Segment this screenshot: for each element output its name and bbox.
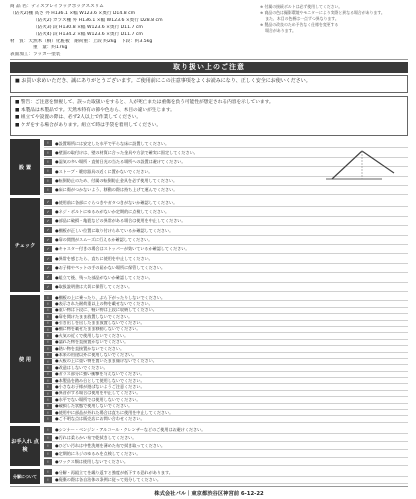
list-item: ! ●ガラス部分に強い衝撃を与えないでください。 — [44, 372, 408, 378]
caution-icon: ! — [44, 435, 52, 441]
list-item: ! ●壁面の取付けは、壁の材質に合った金具や方法で確実に固定してください。 — [44, 148, 408, 157]
list-item: ! ●火気の近くで使用しないでください。 — [44, 333, 408, 339]
check-icon: ✓ — [44, 218, 52, 224]
section-label-use: 使 用 — [10, 295, 40, 423]
section-title: 取り扱い上のご注意 — [10, 62, 408, 73]
caution-icon: ! — [44, 150, 52, 156]
note-line: ※ 製品の改良のため予告なく仕様を変更する — [260, 21, 339, 27]
check-icon: ✓ — [44, 274, 52, 280]
list-item: ! ●ひどい汚れは中性洗剤を薄めた布で拭き取ってください。 — [44, 442, 408, 450]
caution-icon: ! — [44, 178, 52, 184]
list-item: ! ●ご不明な点は販売店にお問い合わせください。 — [44, 416, 408, 422]
note-line: 場合があります。 — [260, 27, 296, 33]
note-line: ※ 付属の接続ボルトは必ず使用してください。 — [260, 4, 343, 9]
check-icon: ✓ — [44, 209, 52, 215]
intro-text: ■ お買い求めいただき、誠にありがとうございます。ご使用前にこの注意事項をよくお読みになり、正しく安全にお使いください。 — [15, 78, 311, 84]
list-item: ✓ ●棚板が正しい位置に取り付けられているか確認してください。 — [44, 226, 408, 235]
caution-icon: ! — [44, 404, 52, 410]
caution-icon: ! — [44, 159, 52, 165]
list-item: ! ●表示された耐荷重以上の物を載せないでください。 — [44, 301, 408, 307]
footer-company: 株式会社パル｜東京都渋谷区神宮前 6-12-22 — [10, 486, 408, 497]
caution-icon: ! — [44, 451, 52, 457]
caution-icon: ! — [44, 459, 52, 465]
caution-icon: ! — [44, 301, 52, 307]
list-item: ✓ ●扉の開閉がスムーズに行えるか確認してください。 — [44, 236, 408, 245]
check-icon: ✓ — [44, 237, 52, 243]
list-item: ! ●天板の上に重い物を置いたまま傾けないでください。 — [44, 359, 408, 365]
size-line-3: （防火3) 段 H130.8 ×幅 W123.6 ×奥行 D11.7 cm — [33, 24, 143, 30]
caution-icon: ! — [44, 327, 52, 333]
divider — [10, 59, 408, 60]
caution-icon: ! — [44, 321, 52, 327]
list-item: ! ●重い物は下段に、軽い物は上段に収納してください。 — [44, 308, 408, 314]
section-items-check — [44, 198, 408, 292]
caution-icon: ! — [44, 416, 52, 422]
list-item: ! ●湿気の多い場所・直射日光の当たる場所への設置は避けてください。 — [44, 158, 408, 167]
list-item: ! ●棚板の上に乗ったり、ぶら下がったりしないでください。 — [44, 295, 408, 301]
list-item: ! ●ワックス類は使用しないでください。 — [44, 458, 408, 466]
check-icon: ✓ — [44, 199, 52, 205]
note-line: また、木目の色柄は一点ずつ異なります。 — [260, 15, 339, 21]
list-item: ✓ ●組立て後、残った部品がないか確認してください。 — [44, 273, 408, 282]
caution-icon: ! — [44, 469, 52, 475]
warning-line: ■ 警告：ご注意を無視して、誤った取扱いをすると、人が死亡または重傷を負う可能性が想定される内容を示しています。 — [15, 100, 274, 105]
section-items-disassembly — [44, 469, 408, 484]
caution-icon: ! — [44, 397, 52, 403]
section-label-check: チェック — [10, 198, 40, 292]
list-item: ! ●本製品を踏み台として使用しないでください。 — [44, 378, 408, 384]
caution-icon: ! — [44, 391, 52, 397]
list-item: ! ●シンナー・ベンジン・アルコール・クレンザーなどのご使用はお避けください。 — [44, 426, 408, 434]
installation-diagram-icon — [322, 143, 402, 183]
list-item: ! ●分解・再組立てを繰り返すと強度が低下する恐れがあります。 — [44, 469, 408, 477]
list-item: ✓ ●お子様やペットの手の届かない場所に保管してください。 — [44, 264, 408, 273]
material-line: 材 質：天然木（桐）化粧板 耐荷重：上段 約2kg 下段：約3.5kg — [10, 38, 153, 44]
caution-icon: ! — [44, 359, 52, 365]
manual-page — [10, 4, 408, 496]
caution-icon: ! — [44, 295, 52, 301]
list-item: ! ●設置場所には安定した水平で平らな床に設置してください。 — [44, 139, 408, 148]
size-line-4: （防火4) 段 H134.2 ×幅 W123.6 ×奥行 D11.7 cm — [33, 31, 143, 37]
warning-box — [10, 96, 408, 136]
caution-icon: ! — [44, 168, 52, 174]
list-item: ! ●ストーブ・暖房器具の近くに置かないでください。 — [44, 167, 408, 176]
list-item: ✓ ●使用前に各部にぐらつきやガタつきがないか確認してください。 — [44, 198, 408, 207]
caution-icon: ! — [44, 140, 52, 146]
product-name: 商 品 名：ディスプレイラックボックススリム — [10, 4, 104, 9]
list-item: ! ●異音がする場合は使用を中止してください。 — [44, 391, 408, 397]
list-item: ! ●使用中に部品が外れた場合は直ちに使用を中止してください。 — [44, 410, 408, 416]
caution-icon: ! — [44, 410, 52, 416]
list-item: ! ●転倒防止のため、付属の転倒防止金具を必ず使用してください。 — [44, 177, 408, 186]
caution-icon: ! — [44, 372, 52, 378]
list-item: ! ●床に傷がつかないよう、移動の際は持ち上げて運んでください。 — [44, 186, 408, 195]
caution-icon: ! — [44, 477, 52, 483]
list-item: ! ●熱い物を直接置かないでください。 — [44, 346, 408, 352]
warning-line: ■ ケガをする場合があります。組立て時は手袋を着用してください。 — [15, 122, 162, 128]
caution-icon: ! — [44, 427, 52, 433]
list-item: ! ●引き出しを出したまま放置しないでください。 — [44, 321, 408, 327]
caution-icon: ! — [44, 340, 52, 346]
weight-line: 重 量：約17kg — [33, 45, 68, 51]
caution-icon: ! — [44, 308, 52, 314]
list-item: ! ●廃棄の際は各自治体の条例に従って処分してください。 — [44, 477, 408, 485]
list-item: ! ●水平でない場所では使用しないでください。 — [44, 397, 408, 403]
caution-icon: ! — [44, 443, 52, 449]
caution-icon: ! — [44, 314, 52, 320]
warning-line: ■ 本製品は木製品です。天然木特有の節や色むら、木目の違いが生じます。 — [15, 107, 175, 113]
list-item: ! ●破損した状態で使用しないでください。 — [44, 404, 408, 410]
list-item: ! ●定期的にネジのゆるみを点検してください。 — [44, 450, 408, 458]
section-items-use — [44, 295, 408, 423]
notes-block — [260, 4, 408, 34]
check-icon: ✓ — [44, 256, 52, 262]
caution-icon: ! — [44, 365, 52, 371]
section-label-install: 設 置 — [10, 139, 40, 195]
size-line-2: （防火2) ガラス棚 外 H136.1 ×幅 W123.6 ×奥行 D28.8 cm — [33, 17, 163, 23]
list-item: ✓ ●異常を感じたら、直ちに使用を中止してください。 — [44, 254, 408, 263]
list-item: ! ●小さなお子様が遊ばないようご注意ください。 — [44, 384, 408, 390]
list-item: ✓ ●部品に破損・亀裂などの異常がある場合は使用を中止してください。 — [44, 217, 408, 226]
finish-line: 表面加工：ラッカー塗装 — [10, 52, 61, 58]
list-item: ✓ ●ネジ・ボルトにゆるみがないか定期的に点検してください。 — [44, 207, 408, 216]
caution-icon: ! — [44, 384, 52, 390]
caution-icon: ! — [44, 353, 52, 359]
intro-box — [10, 75, 408, 93]
section-label-care: お手入れ 点 検 — [10, 426, 40, 466]
section-label-disassembly: 分解について — [10, 469, 40, 484]
note-line: ※ 商品の色は撮影環境やモニターにより実際と異なる場合があります。 — [260, 9, 385, 15]
list-item: ! ●汚れは柔らかい布で乾拭きしてください。 — [44, 434, 408, 442]
list-item: ! ●濡れた物を直接置かないでください。 — [44, 340, 408, 346]
caution-icon: ! — [44, 187, 52, 193]
list-item: ✓ ●キャスター付きの場合はストッパーが効いているか確認してください。 — [44, 245, 408, 254]
caution-icon: ! — [44, 333, 52, 339]
check-icon: ✓ — [44, 284, 52, 290]
check-icon: ✓ — [44, 246, 52, 252]
list-item: ! ●本来の用途以外に使用しないでください。 — [44, 353, 408, 359]
caution-icon: ! — [44, 346, 52, 352]
list-item: ! ●改造はしないでください。 — [44, 365, 408, 371]
list-item: ! ●棚に物を載せたまま移動しないでください。 — [44, 327, 408, 333]
check-icon: ✓ — [44, 227, 52, 233]
warning-line: ■ 組立てや設置の際は、必ず2人以上で作業してください。 — [15, 115, 142, 120]
size-line-1: （防火2)棚 高さ 外 H136.1 ×幅 W123.6 ×奥行 D14.8 cm — [10, 10, 136, 16]
caution-icon: ! — [44, 378, 52, 384]
section-items-care — [44, 426, 408, 466]
spec-block — [10, 4, 250, 59]
list-item: ✓ ●取扱説明書は大切に保管してください。 — [44, 283, 408, 292]
list-item: ! ●扉を開けたまま放置しないでください。 — [44, 314, 408, 320]
check-icon: ✓ — [44, 265, 52, 271]
